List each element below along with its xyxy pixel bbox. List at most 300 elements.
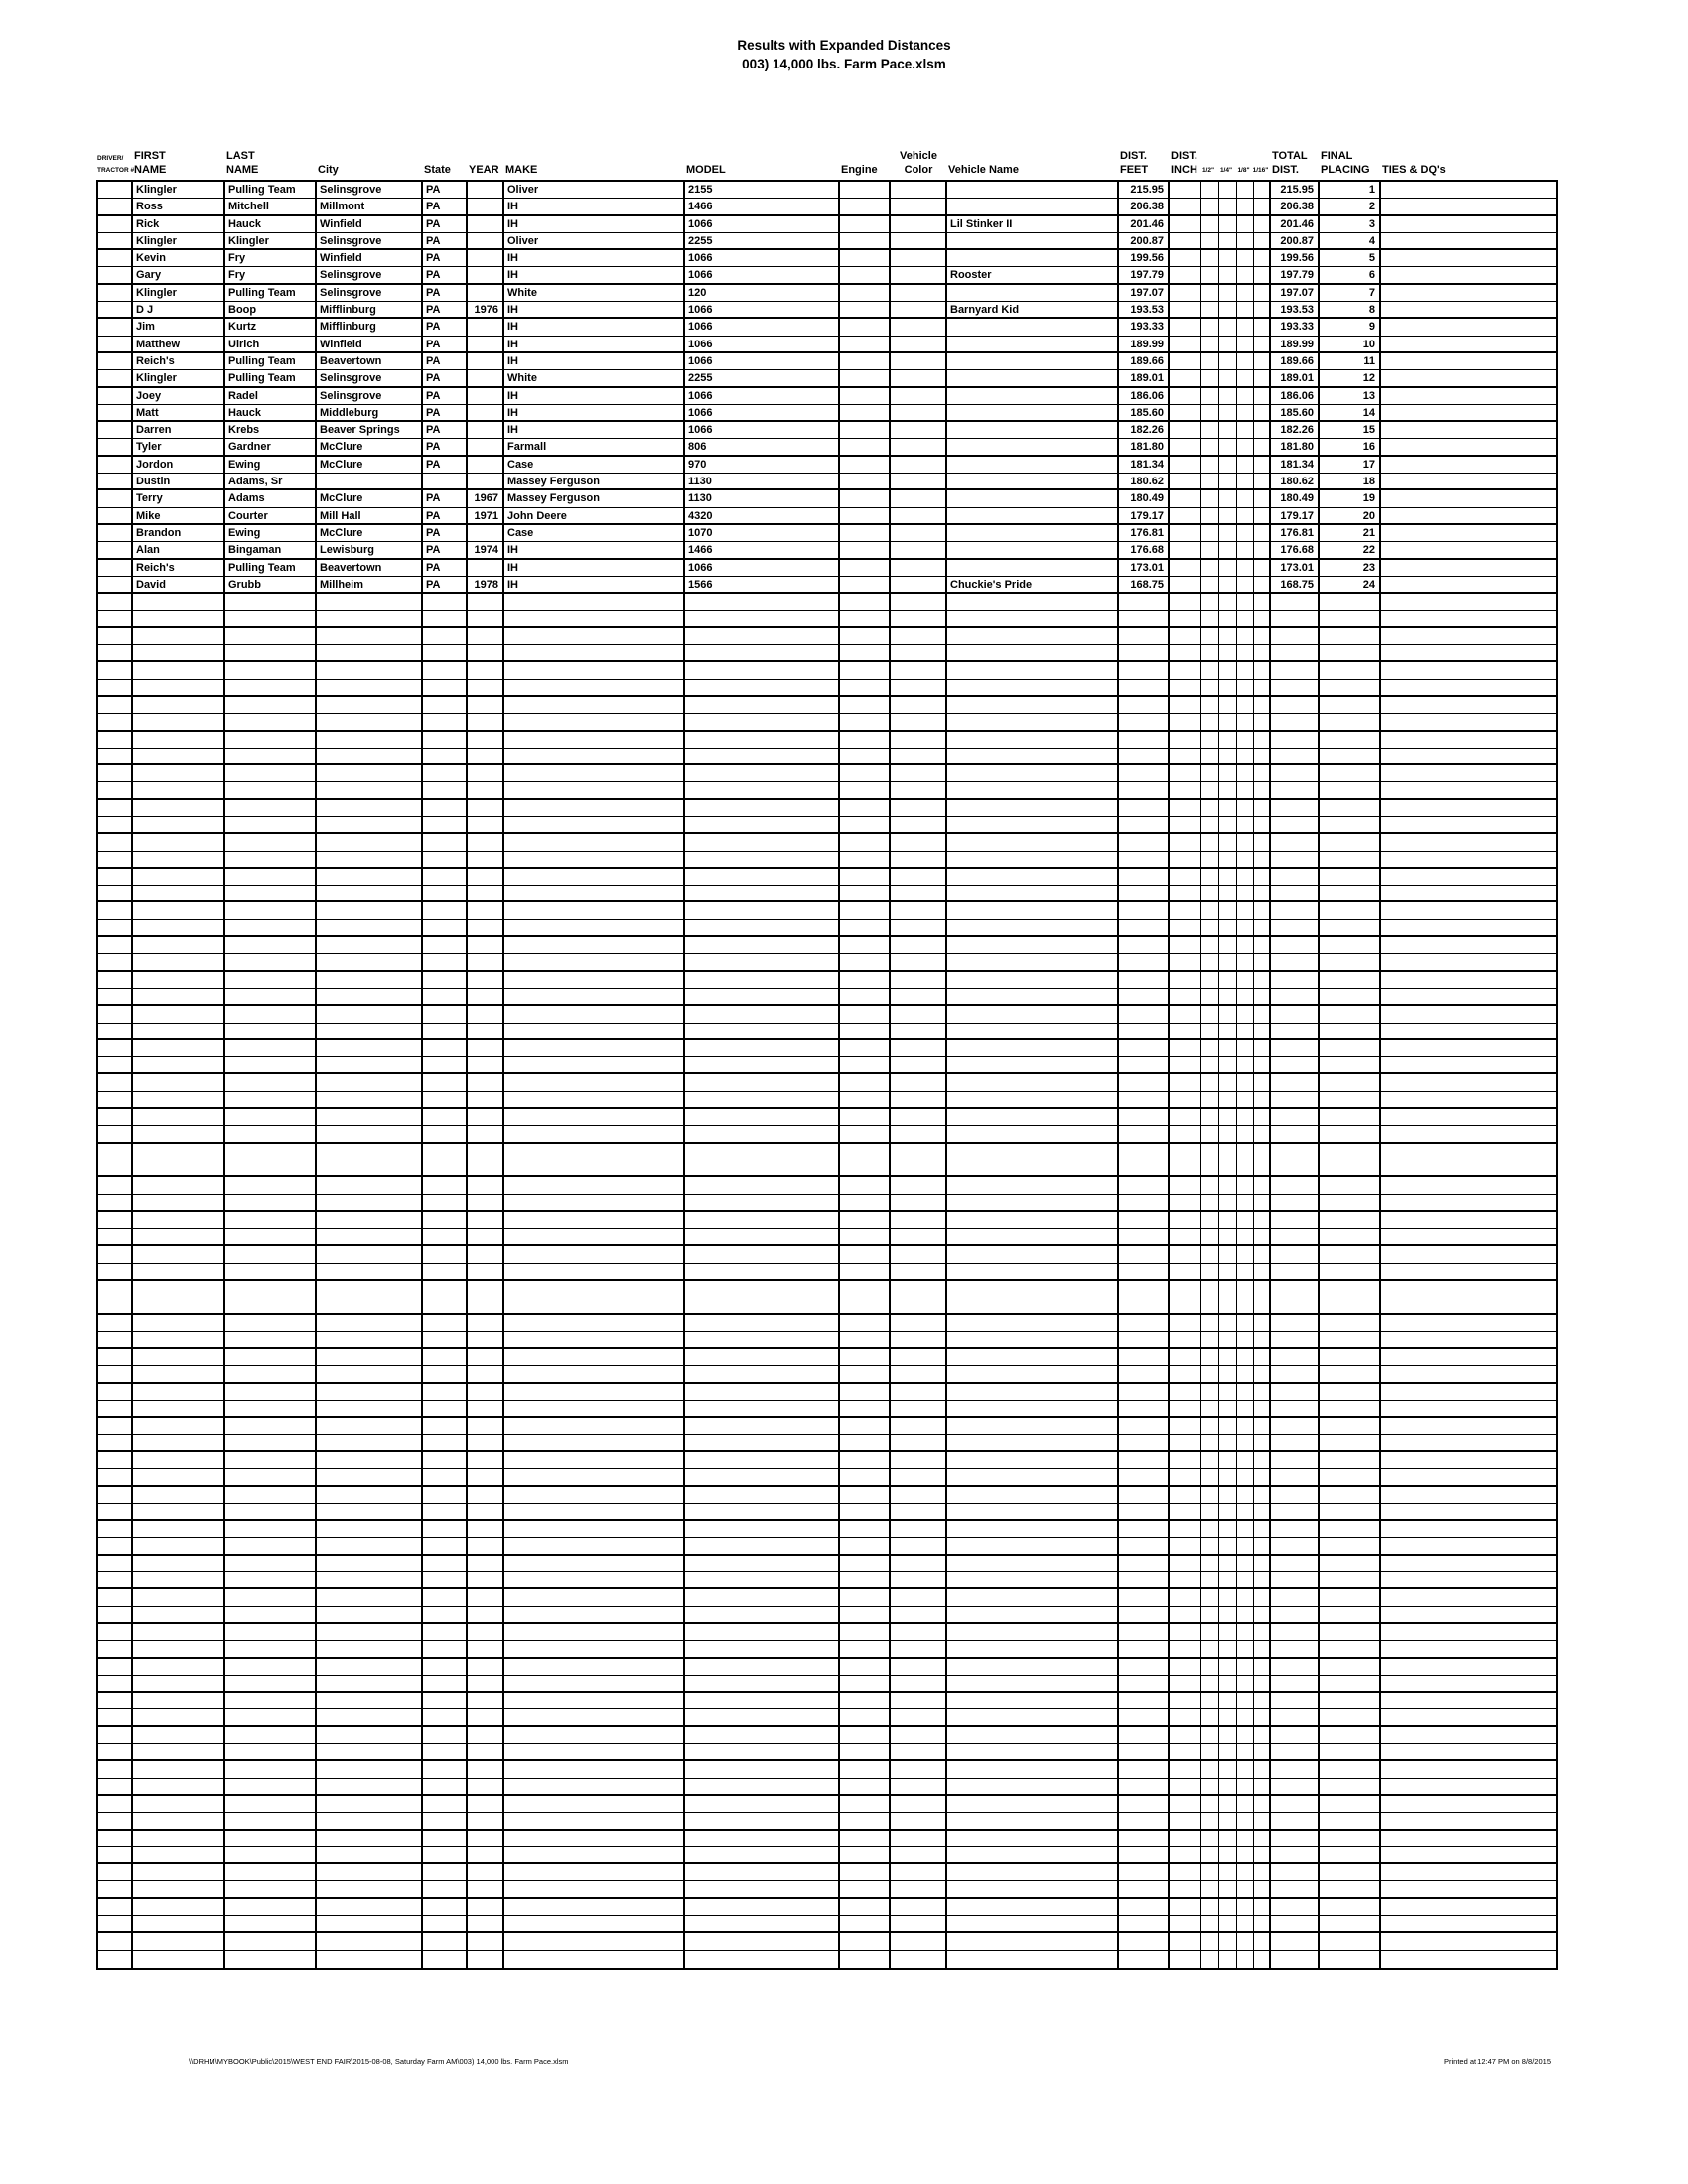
cell-state: [423, 1126, 468, 1141]
cell-engine: [840, 560, 891, 576]
cell-sixteenth_inch: [1254, 1092, 1271, 1107]
cell-half_inch: [1201, 645, 1219, 660]
cell-dist_feet: 168.75: [1119, 577, 1170, 592]
cell-eighth_inch: [1237, 1177, 1254, 1193]
cell-half_inch: [1201, 1572, 1219, 1587]
cell-vehicle_name: [947, 1951, 1119, 1968]
cell-total_dist: 193.53: [1271, 302, 1320, 317]
cell-vehicle_color: [891, 1246, 947, 1262]
cell-sixteenth_inch: [1254, 1281, 1271, 1297]
cell-last_name: [225, 1109, 317, 1125]
cell-first_name: [133, 1144, 225, 1160]
cell-eighth_inch: [1237, 1727, 1254, 1743]
cell-engine: [840, 680, 891, 695]
cell-dist_feet: 215.95: [1119, 182, 1170, 198]
cell-state: [423, 1487, 468, 1503]
cell-last_name: [225, 1229, 317, 1244]
cell-half_inch: [1201, 1349, 1219, 1365]
cell-make: [504, 732, 685, 748]
cell-state: [423, 1229, 468, 1244]
cell-year: [468, 1092, 504, 1107]
cell-final_placing: [1320, 628, 1381, 644]
cell-state: [423, 834, 468, 850]
cell-dist_feet: [1119, 749, 1170, 763]
cell-vehicle_color: [891, 182, 947, 198]
cell-last_name: Grubb: [225, 577, 317, 592]
cell-eighth_inch: [1237, 800, 1254, 816]
cell-sixteenth_inch: [1254, 834, 1271, 850]
cell-state: [423, 1177, 468, 1193]
empty-row: [98, 1024, 1556, 1040]
cell-year: [468, 697, 504, 713]
cell-tractor_num: [98, 714, 133, 729]
cell-half_inch: [1201, 920, 1219, 935]
cell-year: [468, 732, 504, 748]
cell-ties_dqs: [1381, 749, 1556, 763]
cell-make: [504, 834, 685, 850]
cell-sixteenth_inch: [1254, 594, 1271, 610]
cell-city: [317, 782, 423, 797]
empty-row: [98, 902, 1556, 919]
cell-year: [468, 954, 504, 969]
cell-dist_inch: [1170, 834, 1201, 850]
cell-model: [685, 1332, 840, 1347]
cell-dist_inch: [1170, 886, 1201, 900]
cell-vehicle_color: [891, 1401, 947, 1416]
column-header-label: Vehicle: [900, 150, 937, 162]
cell-vehicle_color: [891, 1229, 947, 1244]
cell-vehicle_color: [891, 1521, 947, 1537]
cell-state: [423, 1641, 468, 1656]
cell-total_dist: [1271, 800, 1320, 816]
cell-total_dist: [1271, 1092, 1320, 1107]
cell-model: [685, 594, 840, 610]
cell-first_name: [133, 1040, 225, 1056]
cell-year: [468, 1487, 504, 1503]
cell-total_dist: [1271, 749, 1320, 763]
cell-dist_inch: [1170, 782, 1201, 797]
cell-sixteenth_inch: [1254, 1109, 1271, 1125]
cell-half_inch: [1201, 1641, 1219, 1656]
cell-state: [423, 732, 468, 748]
cell-state: [423, 937, 468, 953]
cell-city: Middleburg: [317, 405, 423, 420]
cell-year: [468, 1315, 504, 1331]
cell-total_dist: 176.81: [1271, 525, 1320, 541]
cell-dist_inch: [1170, 732, 1201, 748]
column-header-label: 1/16": [1252, 167, 1269, 174]
cell-vehicle_name: [947, 1006, 1119, 1022]
cell-last_name: Pulling Team: [225, 285, 317, 301]
cell-dist_feet: 180.49: [1119, 490, 1170, 506]
empty-row: [98, 1487, 1556, 1504]
cell-dist_inch: [1170, 370, 1201, 385]
cell-tractor_num: [98, 1744, 133, 1759]
cell-dist_inch: [1170, 1177, 1201, 1193]
cell-year: [468, 594, 504, 610]
column-header-label: Vehicle Name: [948, 164, 1019, 176]
cell-total_dist: [1271, 1040, 1320, 1056]
cell-make: Oliver: [504, 233, 685, 248]
cell-sixteenth_inch: [1254, 765, 1271, 781]
empty-row: [98, 1297, 1556, 1314]
cell-state: [423, 1057, 468, 1072]
cell-first_name: [133, 1641, 225, 1656]
cell-first_name: [133, 1092, 225, 1107]
cell-engine: [840, 972, 891, 988]
cell-tractor_num: [98, 645, 133, 660]
cell-quarter_inch: [1219, 302, 1237, 317]
cell-final_placing: 17: [1320, 457, 1381, 473]
cell-dist_feet: [1119, 1847, 1170, 1862]
cell-city: [317, 1195, 423, 1210]
table-row: [98, 388, 1556, 405]
cell-ties_dqs: [1381, 645, 1556, 660]
cell-dist_inch: [1170, 817, 1201, 832]
cell-final_placing: [1320, 989, 1381, 1004]
cell-make: IH: [504, 250, 685, 266]
cell-dist_inch: [1170, 216, 1201, 232]
cell-year: [468, 457, 504, 473]
cell-vehicle_name: [947, 542, 1119, 557]
empty-row: [98, 628, 1556, 645]
cell-tractor_num: [98, 732, 133, 748]
cell-last_name: Pulling Team: [225, 182, 317, 198]
cell-city: [317, 1040, 423, 1056]
cell-first_name: Reich's: [133, 353, 225, 369]
cell-ties_dqs: [1381, 353, 1556, 369]
cell-ties_dqs: [1381, 1332, 1556, 1347]
cell-year: [468, 1538, 504, 1553]
cell-half_inch: [1201, 902, 1219, 918]
cell-half_inch: [1201, 1709, 1219, 1724]
footer-printed-at: Printed at 12:47 PM on 8/8/2015: [1444, 2057, 1551, 2066]
cell-half_inch: [1201, 680, 1219, 695]
cell-dist_inch: [1170, 628, 1201, 644]
cell-total_dist: [1271, 1744, 1320, 1759]
cell-vehicle_name: [947, 508, 1119, 523]
cell-city: [317, 645, 423, 660]
cell-total_dist: [1271, 1384, 1320, 1400]
column-header-label: NAME: [226, 164, 259, 176]
cell-make: Massey Ferguson: [504, 474, 685, 488]
cell-half_inch: [1201, 216, 1219, 232]
cell-dist_inch: [1170, 1676, 1201, 1691]
cell-last_name: [225, 1864, 317, 1880]
cell-model: 1066: [685, 337, 840, 351]
cell-total_dist: [1271, 1024, 1320, 1038]
cell-engine: [840, 1469, 891, 1484]
cell-ties_dqs: [1381, 1659, 1556, 1675]
cell-vehicle_name: [947, 800, 1119, 816]
cell-eighth_inch: [1237, 577, 1254, 592]
cell-eighth_inch: [1237, 1899, 1254, 1915]
cell-ties_dqs: [1381, 1487, 1556, 1503]
cell-first_name: Dustin: [133, 474, 225, 488]
cell-total_dist: [1271, 1589, 1320, 1605]
column-header-label: LAST: [226, 150, 255, 162]
cell-city: [317, 1057, 423, 1072]
cell-quarter_inch: [1219, 1160, 1237, 1175]
cell-half_inch: [1201, 1796, 1219, 1812]
cell-eighth_inch: [1237, 1847, 1254, 1862]
cell-final_placing: 14: [1320, 405, 1381, 420]
cell-total_dist: [1271, 782, 1320, 797]
cell-vehicle_color: [891, 1349, 947, 1365]
cell-final_placing: [1320, 1572, 1381, 1587]
table-row: [98, 577, 1556, 594]
cell-half_inch: [1201, 405, 1219, 420]
cell-vehicle_name: [947, 1796, 1119, 1812]
cell-make: [504, 1831, 685, 1846]
cell-model: [685, 902, 840, 918]
cell-vehicle_color: [891, 233, 947, 248]
cell-ties_dqs: [1381, 457, 1556, 473]
cell-quarter_inch: [1219, 577, 1237, 592]
cell-model: [685, 1813, 840, 1828]
column-header-label: DIST.: [1272, 164, 1299, 176]
cell-make: IH: [504, 542, 685, 557]
cell-final_placing: [1320, 1693, 1381, 1708]
cell-engine: [840, 800, 891, 816]
cell-model: [685, 800, 840, 816]
cell-last_name: [225, 1847, 317, 1862]
cell-last_name: Pulling Team: [225, 370, 317, 385]
cell-quarter_inch: [1219, 1504, 1237, 1519]
cell-total_dist: [1271, 1796, 1320, 1812]
cell-total_dist: [1271, 1624, 1320, 1640]
cell-final_placing: [1320, 1659, 1381, 1675]
cell-make: [504, 594, 685, 610]
cell-dist_inch: [1170, 388, 1201, 404]
cell-ties_dqs: [1381, 628, 1556, 644]
cell-make: [504, 1487, 685, 1503]
cell-last_name: [225, 1556, 317, 1571]
cell-eighth_inch: [1237, 749, 1254, 763]
cell-final_placing: [1320, 1109, 1381, 1125]
cell-eighth_inch: [1237, 250, 1254, 266]
cell-eighth_inch: [1237, 645, 1254, 660]
cell-first_name: [133, 1057, 225, 1072]
cell-vehicle_name: [947, 1160, 1119, 1175]
column-header-ties_dqs: [1379, 163, 1554, 179]
cell-quarter_inch: [1219, 1796, 1237, 1812]
cell-dist_feet: [1119, 1160, 1170, 1175]
cell-final_placing: [1320, 902, 1381, 918]
cell-vehicle_name: [947, 1195, 1119, 1210]
cell-ties_dqs: [1381, 852, 1556, 867]
cell-model: 1130: [685, 490, 840, 506]
cell-tractor_num: [98, 1469, 133, 1484]
cell-ties_dqs: [1381, 1109, 1556, 1125]
cell-engine: [840, 1487, 891, 1503]
cell-engine: [840, 1297, 891, 1312]
cell-make: IH: [504, 353, 685, 369]
cell-city: [317, 920, 423, 935]
cell-vehicle_name: [947, 1229, 1119, 1244]
cell-year: 1978: [468, 577, 504, 592]
cell-total_dist: 199.56: [1271, 250, 1320, 266]
cell-model: [685, 1709, 840, 1724]
cell-dist_feet: [1119, 1589, 1170, 1605]
cell-city: Selinsgrove: [317, 233, 423, 248]
cell-sixteenth_inch: [1254, 1195, 1271, 1210]
empty-row: [98, 989, 1556, 1006]
cell-model: [685, 1057, 840, 1072]
cell-vehicle_color: [891, 1144, 947, 1160]
cell-total_dist: [1271, 1779, 1320, 1794]
cell-first_name: [133, 1074, 225, 1090]
cell-state: [423, 1332, 468, 1347]
cell-model: [685, 1796, 840, 1812]
cell-eighth_inch: [1237, 405, 1254, 420]
cell-dist_feet: [1119, 1092, 1170, 1107]
cell-last_name: [225, 1933, 317, 1949]
cell-city: [317, 1418, 423, 1433]
cell-tractor_num: [98, 1040, 133, 1056]
cell-vehicle_name: [947, 1709, 1119, 1724]
cell-quarter_inch: [1219, 714, 1237, 729]
cell-sixteenth_inch: [1254, 1469, 1271, 1484]
cell-dist_feet: [1119, 1040, 1170, 1056]
cell-tractor_num: [98, 1624, 133, 1640]
cell-make: [504, 662, 685, 678]
cell-half_inch: [1201, 1212, 1219, 1228]
cell-vehicle_color: [891, 920, 947, 935]
cell-last_name: [225, 1624, 317, 1640]
cell-vehicle_color: [891, 1538, 947, 1553]
cell-ties_dqs: [1381, 250, 1556, 266]
cell-make: [504, 628, 685, 644]
cell-year: [468, 852, 504, 867]
cell-ties_dqs: [1381, 1831, 1556, 1846]
cell-total_dist: [1271, 594, 1320, 610]
cell-make: IH: [504, 302, 685, 317]
cell-city: Beavertown: [317, 353, 423, 369]
table-row: [98, 285, 1556, 302]
cell-eighth_inch: [1237, 439, 1254, 454]
cell-make: [504, 1092, 685, 1107]
cell-make: [504, 817, 685, 832]
cell-sixteenth_inch: [1254, 525, 1271, 541]
cell-dist_inch: [1170, 1418, 1201, 1433]
cell-vehicle_color: [891, 902, 947, 918]
cell-last_name: [225, 1366, 317, 1381]
cell-state: [423, 1813, 468, 1828]
cell-first_name: [133, 1572, 225, 1587]
cell-dist_inch: [1170, 233, 1201, 248]
cell-eighth_inch: [1237, 1349, 1254, 1365]
cell-first_name: [133, 749, 225, 763]
cell-make: [504, 1109, 685, 1125]
cell-dist_inch: [1170, 1057, 1201, 1072]
cell-eighth_inch: [1237, 1572, 1254, 1587]
cell-final_placing: [1320, 1435, 1381, 1450]
cell-model: [685, 1521, 840, 1537]
cell-state: PA: [423, 457, 468, 473]
cell-first_name: [133, 1315, 225, 1331]
cell-year: [468, 1676, 504, 1691]
cell-state: [423, 1212, 468, 1228]
cell-first_name: [133, 782, 225, 797]
cell-state: [423, 1469, 468, 1484]
cell-ties_dqs: [1381, 285, 1556, 301]
cell-total_dist: 189.99: [1271, 337, 1320, 351]
cell-eighth_inch: [1237, 765, 1254, 781]
empty-row: [98, 1212, 1556, 1229]
cell-vehicle_color: [891, 1057, 947, 1072]
cell-make: [504, 1589, 685, 1605]
cell-final_placing: [1320, 920, 1381, 935]
cell-state: [423, 1624, 468, 1640]
cell-total_dist: [1271, 1659, 1320, 1675]
cell-quarter_inch: [1219, 560, 1237, 576]
cell-total_dist: [1271, 1556, 1320, 1571]
cell-sixteenth_inch: [1254, 1452, 1271, 1468]
cell-first_name: [133, 1024, 225, 1038]
cell-eighth_inch: [1237, 611, 1254, 625]
cell-make: IH: [504, 337, 685, 351]
cell-model: [685, 1469, 840, 1484]
cell-model: [685, 1556, 840, 1571]
cell-vehicle_color: [891, 439, 947, 454]
cell-vehicle_name: [947, 1589, 1119, 1605]
cell-sixteenth_inch: [1254, 954, 1271, 969]
cell-ties_dqs: [1381, 1916, 1556, 1931]
cell-engine: [840, 1435, 891, 1450]
cell-quarter_inch: [1219, 1177, 1237, 1193]
cell-last_name: Bingaman: [225, 542, 317, 557]
empty-row: [98, 800, 1556, 817]
cell-last_name: [225, 1641, 317, 1656]
cell-state: [423, 782, 468, 797]
cell-year: [468, 1796, 504, 1812]
cell-vehicle_color: [891, 490, 947, 506]
cell-year: [468, 1933, 504, 1949]
cell-year: [468, 1160, 504, 1175]
cell-ties_dqs: [1381, 1212, 1556, 1228]
cell-final_placing: [1320, 1933, 1381, 1949]
cell-total_dist: [1271, 1109, 1320, 1125]
cell-make: [504, 1040, 685, 1056]
cell-ties_dqs: [1381, 405, 1556, 420]
cell-engine: [840, 1761, 891, 1777]
cell-engine: [840, 817, 891, 832]
cell-ties_dqs: [1381, 1864, 1556, 1880]
cell-model: [685, 1297, 840, 1312]
cell-half_inch: [1201, 577, 1219, 592]
cell-sixteenth_inch: [1254, 1504, 1271, 1519]
cell-final_placing: [1320, 732, 1381, 748]
cell-vehicle_name: [947, 1264, 1119, 1279]
cell-last_name: [225, 662, 317, 678]
cell-last_name: [225, 1727, 317, 1743]
cell-half_inch: [1201, 1074, 1219, 1090]
cell-tractor_num: [98, 1641, 133, 1656]
cell-ties_dqs: [1381, 1452, 1556, 1468]
page-title: [0, 36, 1688, 73]
cell-quarter_inch: [1219, 525, 1237, 541]
cell-quarter_inch: [1219, 1006, 1237, 1022]
cell-state: PA: [423, 388, 468, 404]
cell-half_inch: [1201, 662, 1219, 678]
cell-first_name: [133, 1452, 225, 1468]
cell-sixteenth_inch: [1254, 1057, 1271, 1072]
cell-sixteenth_inch: [1254, 302, 1271, 317]
column-header-final_placing: [1318, 149, 1379, 179]
cell-dist_feet: [1119, 1195, 1170, 1210]
table-row: [98, 439, 1556, 456]
